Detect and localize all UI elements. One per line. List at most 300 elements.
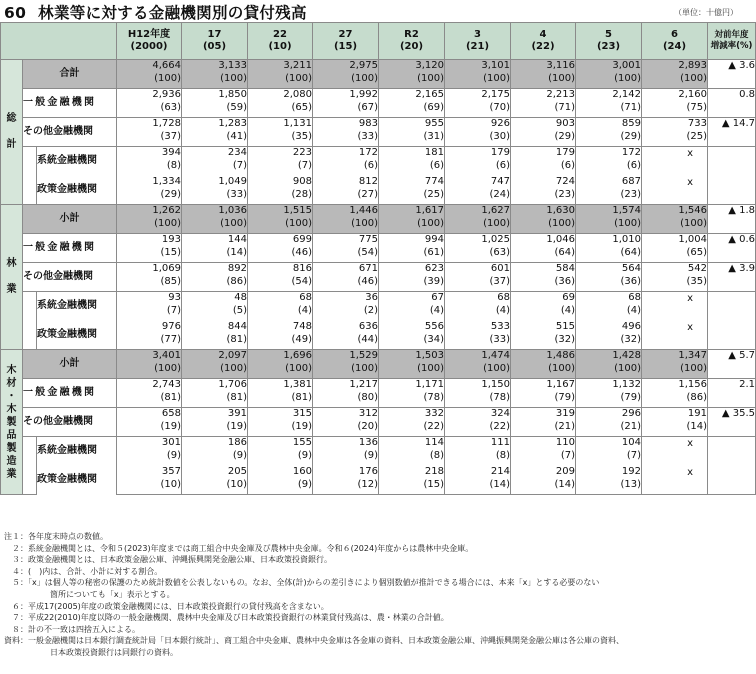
table-cell xyxy=(313,466,379,495)
cell-share: (12) xyxy=(357,478,379,490)
table-cell xyxy=(379,408,445,437)
cell-value: 179 xyxy=(555,147,576,158)
table-cell xyxy=(445,408,511,437)
table-cell xyxy=(248,234,313,263)
yoy-cell xyxy=(708,321,756,350)
cell-value: 955 xyxy=(424,118,445,129)
table-cell xyxy=(117,437,182,466)
section-label xyxy=(1,60,23,205)
cell-value: 748 xyxy=(292,320,313,332)
cell-share: (9) xyxy=(297,478,313,490)
cell-value: 4,664 xyxy=(152,60,182,71)
section-label-char: 製 xyxy=(6,416,17,428)
cell-value: 110 xyxy=(555,437,576,448)
cell-value: 2,936 xyxy=(152,89,182,100)
table-cell xyxy=(511,292,576,321)
table-cell xyxy=(379,437,445,466)
section-label-char: 材 xyxy=(6,377,17,389)
column-header xyxy=(576,23,642,60)
column-header xyxy=(313,23,379,60)
row-label: 系統金融機関 xyxy=(37,147,117,176)
cell-share: (75) xyxy=(686,102,708,113)
cell-share: (63) xyxy=(489,247,511,258)
cell-share: (9) xyxy=(232,450,248,461)
table-cell xyxy=(511,437,576,466)
cell-value: x xyxy=(687,321,694,333)
table-cell xyxy=(445,176,511,205)
row-label: 系統金融機関 xyxy=(37,292,117,321)
cell-value: 312 xyxy=(358,408,379,419)
cell-value: 223 xyxy=(292,147,313,158)
yoy-cell xyxy=(708,292,756,321)
column-header-western-year: (2000) xyxy=(130,41,168,52)
cell-share: (100) xyxy=(351,363,379,374)
table-row xyxy=(1,379,756,408)
cell-share: (100) xyxy=(680,218,708,229)
table-cell xyxy=(642,292,708,321)
yoy-cell: ▲ 3.9 xyxy=(708,263,756,292)
yoy-cell xyxy=(708,466,756,495)
cell-value: 205 xyxy=(227,465,248,477)
cell-value: 3,120 xyxy=(415,60,445,71)
cell-value: 859 xyxy=(621,118,642,129)
cell-share: (80) xyxy=(357,392,379,403)
cell-share: (100) xyxy=(220,218,248,229)
table-cell xyxy=(313,292,379,321)
cell-share: (6) xyxy=(429,160,445,171)
cell-value: 172 xyxy=(358,147,379,158)
cell-value: 496 xyxy=(621,320,642,332)
cell-share: (70) xyxy=(489,102,511,113)
column-header xyxy=(511,23,576,60)
cell-value: 601 xyxy=(490,263,511,274)
table-cell xyxy=(379,147,445,176)
cell-value: 1,630 xyxy=(546,205,576,216)
table-cell xyxy=(379,176,445,205)
section-label-char: 総 xyxy=(6,113,17,124)
table-cell xyxy=(117,321,182,350)
table-cell xyxy=(379,379,445,408)
row-label: 一般金融機関 xyxy=(23,234,117,263)
table-cell xyxy=(445,118,511,147)
column-header-western-year: (23) xyxy=(596,41,621,52)
cell-share: (37) xyxy=(489,276,511,287)
column-header-year: 3 xyxy=(474,29,481,40)
footnote-line: 箇所についても「x」表示とする。 xyxy=(50,589,175,599)
cell-share: (20) xyxy=(357,421,379,432)
cell-share: (79) xyxy=(554,392,576,403)
cell-share: (100) xyxy=(285,363,313,374)
table-cell xyxy=(511,379,576,408)
cell-share: (81) xyxy=(160,392,182,403)
table-cell xyxy=(313,147,379,176)
cell-share: (67) xyxy=(357,102,379,113)
table-cell xyxy=(313,379,379,408)
cell-share: (100) xyxy=(548,363,576,374)
section-label-char: 製 xyxy=(6,442,17,454)
cell-share: (4) xyxy=(626,305,642,316)
cell-share: (5) xyxy=(232,305,248,316)
cell-share: (7) xyxy=(560,450,576,461)
cell-value: 193 xyxy=(161,234,182,245)
cell-share: (21) xyxy=(554,421,576,432)
cell-value: 214 xyxy=(490,465,511,477)
cell-share: (86) xyxy=(686,392,708,403)
table-cell xyxy=(642,176,708,205)
cell-value: 218 xyxy=(424,465,445,477)
cell-value: 556 xyxy=(424,320,445,332)
table-cell xyxy=(511,321,576,350)
cell-value: 1,696 xyxy=(283,350,313,361)
table-cell xyxy=(313,60,379,89)
table-cell xyxy=(182,466,248,495)
row-label: 一般金融機関 xyxy=(23,89,117,118)
cell-value: 176 xyxy=(358,465,379,477)
cell-value: 1,069 xyxy=(152,263,182,274)
cell-share: (59) xyxy=(226,102,248,113)
footnote-line: ３：政策金融機関とは、日本政策金融公庫、沖縄振興開発金融公庫、日本政策投資銀行。 xyxy=(4,555,332,565)
table-cell xyxy=(511,118,576,147)
yoy-cell: ▲ 14.7 xyxy=(708,118,756,147)
table-cell xyxy=(576,205,642,234)
table-cell xyxy=(511,234,576,263)
cell-value: 136 xyxy=(358,437,379,448)
column-header-western-year: (15) xyxy=(333,41,358,52)
cell-value: 104 xyxy=(621,437,642,448)
cell-value: 114 xyxy=(424,437,445,448)
cell-share: (77) xyxy=(160,333,182,345)
cell-share: (24) xyxy=(489,188,511,200)
cell-share: (46) xyxy=(291,247,313,258)
cell-value: 357 xyxy=(161,465,182,477)
row-label: 小計 xyxy=(23,205,117,234)
table-cell xyxy=(117,350,182,379)
cell-value: 658 xyxy=(161,408,182,419)
table-row xyxy=(1,437,756,466)
column-header xyxy=(117,23,182,60)
table-cell xyxy=(248,89,313,118)
cell-share: (85) xyxy=(160,276,182,287)
section-label xyxy=(1,205,23,350)
cell-share: (4) xyxy=(297,305,313,316)
cell-share: (13) xyxy=(620,478,642,490)
cell-value: 747 xyxy=(490,175,511,187)
cell-share: (7) xyxy=(297,160,313,171)
cell-share: (14) xyxy=(489,478,511,490)
cell-value: 623 xyxy=(424,263,445,274)
table-cell xyxy=(313,176,379,205)
cell-value: 209 xyxy=(555,465,576,477)
table-cell xyxy=(313,437,379,466)
table-title: 林業等に対する金融機関別の貸付残高 xyxy=(38,4,307,22)
column-header xyxy=(445,23,511,60)
cell-share: (14) xyxy=(554,478,576,490)
yoy-cell: ▲ 5.7 xyxy=(708,350,756,379)
table-cell xyxy=(511,466,576,495)
cell-value: 1,850 xyxy=(218,89,248,100)
table-cell xyxy=(117,89,182,118)
cell-value: 1,171 xyxy=(415,379,445,390)
cell-value: 315 xyxy=(292,408,313,419)
cell-share: (78) xyxy=(423,392,445,403)
table-cell xyxy=(248,263,313,292)
cell-share: (7) xyxy=(626,450,642,461)
table-cell xyxy=(248,379,313,408)
cell-value: 1,529 xyxy=(349,350,379,361)
cell-value: 111 xyxy=(490,437,511,448)
cell-value: 1,574 xyxy=(612,205,642,216)
column-header xyxy=(182,23,248,60)
table-cell xyxy=(248,408,313,437)
section-label-char: 林 xyxy=(6,258,17,269)
table-row xyxy=(1,234,756,263)
cell-share: (10) xyxy=(226,478,248,490)
column-header-year: 4 xyxy=(539,29,547,40)
cell-value: 816 xyxy=(292,263,313,274)
cell-share: (41) xyxy=(226,131,248,142)
cell-value: 903 xyxy=(555,118,576,129)
cell-value: 892 xyxy=(227,263,248,274)
cell-share: (46) xyxy=(357,276,379,287)
cell-value: 2,743 xyxy=(152,379,182,390)
table-row xyxy=(1,292,756,321)
section-label-char: 造 xyxy=(6,455,17,467)
table-cell xyxy=(642,379,708,408)
cell-value: 542 xyxy=(687,263,708,274)
column-header-year: H12年度 xyxy=(127,29,171,40)
cell-value: 1,156 xyxy=(678,379,708,390)
cell-share: (100) xyxy=(680,73,708,84)
table-cell xyxy=(379,292,445,321)
cell-value: x xyxy=(687,176,694,188)
cell-share: (100) xyxy=(154,363,182,374)
cell-value: 1,546 xyxy=(678,205,708,216)
cell-value: 68 xyxy=(628,292,642,303)
footnote-line: 日本政策投資銀行は同銀行の資料。 xyxy=(50,647,178,657)
table-cell xyxy=(511,176,576,205)
cell-share: (8) xyxy=(495,450,511,461)
table-cell xyxy=(182,60,248,89)
cell-share: (23) xyxy=(620,188,642,200)
table-cell xyxy=(576,263,642,292)
cell-share: (4) xyxy=(495,305,511,316)
cell-value: 533 xyxy=(490,320,511,332)
cell-value: 926 xyxy=(490,118,511,129)
cell-share: (9) xyxy=(363,450,379,461)
cell-share: (81) xyxy=(226,333,248,345)
yoy-cell: 0.8 xyxy=(708,89,756,118)
cell-share: (63) xyxy=(160,102,182,113)
row-label: その他金融機関 xyxy=(23,118,117,147)
table-cell xyxy=(182,292,248,321)
cell-share: (32) xyxy=(554,333,576,345)
cell-share: (10) xyxy=(160,478,182,490)
column-header xyxy=(248,23,313,60)
table-cell xyxy=(642,60,708,89)
yoy-cell: ▲ 1.8 xyxy=(708,205,756,234)
cell-value: 192 xyxy=(621,465,642,477)
cell-share xyxy=(642,161,693,174)
cell-share: (54) xyxy=(357,247,379,258)
cell-share: (29) xyxy=(160,188,182,200)
cell-value: 234 xyxy=(227,147,248,158)
cell-value: 1,049 xyxy=(218,175,248,187)
cell-value: 144 xyxy=(227,234,248,245)
footnote-line: ８：計の不一致は四捨五入による。 xyxy=(4,624,140,634)
cell-share: (44) xyxy=(357,333,379,345)
table-cell xyxy=(248,60,313,89)
cell-share: (100) xyxy=(614,363,642,374)
table-cell xyxy=(313,89,379,118)
table-cell xyxy=(117,292,182,321)
cell-value: 1,617 xyxy=(415,205,445,216)
yoy-header xyxy=(708,23,756,60)
cell-value: 687 xyxy=(621,175,642,187)
row-label: 政策金融機関 xyxy=(37,321,117,350)
column-header xyxy=(642,23,708,60)
table-cell xyxy=(313,205,379,234)
cell-share: (37) xyxy=(160,131,182,142)
cell-value: 332 xyxy=(424,408,445,419)
table-cell xyxy=(313,234,379,263)
cell-share: (6) xyxy=(363,160,379,171)
cell-value: 3,401 xyxy=(152,350,182,361)
cell-share: (9) xyxy=(297,450,313,461)
table-cell xyxy=(313,263,379,292)
cell-share: (23) xyxy=(554,188,576,200)
cell-value: 1,010 xyxy=(612,234,642,245)
cell-share: (100) xyxy=(285,218,313,229)
row-label: 一般金融機関 xyxy=(23,379,117,408)
table-cell xyxy=(379,60,445,89)
cell-share: (100) xyxy=(548,73,576,84)
table-cell xyxy=(248,321,313,350)
cell-share: (29) xyxy=(554,131,576,142)
cell-value: 319 xyxy=(555,408,576,419)
cell-share: (33) xyxy=(489,333,511,345)
cell-value: 68 xyxy=(299,292,313,303)
table-cell xyxy=(248,466,313,495)
cell-share: (100) xyxy=(351,218,379,229)
table-cell xyxy=(182,263,248,292)
table-cell xyxy=(576,466,642,495)
table-row xyxy=(1,350,756,379)
table-cell xyxy=(642,147,708,176)
cell-share: (33) xyxy=(226,188,248,200)
cell-share: (2) xyxy=(363,305,379,316)
cell-share: (100) xyxy=(154,218,182,229)
cell-share: (33) xyxy=(357,131,379,142)
table-cell xyxy=(248,350,313,379)
cell-share xyxy=(642,190,693,203)
yoy-header-line2: 増減率(%) xyxy=(710,41,753,51)
cell-share: (21) xyxy=(620,421,642,432)
cell-share: (19) xyxy=(160,421,182,432)
table-cell xyxy=(117,234,182,263)
table-row xyxy=(1,205,756,234)
table-row xyxy=(1,118,756,147)
table-cell xyxy=(445,379,511,408)
cell-share: (61) xyxy=(423,247,445,258)
cell-value: 1,728 xyxy=(152,118,182,129)
cell-share: (4) xyxy=(429,305,445,316)
table-cell xyxy=(379,89,445,118)
section-label-char: ・ xyxy=(6,390,17,402)
yoy-cell xyxy=(708,437,756,466)
cell-value: 191 xyxy=(687,408,708,419)
table-row xyxy=(1,60,756,89)
cell-value: 3,001 xyxy=(612,60,642,71)
table-cell xyxy=(117,176,182,205)
column-header-western-year: (10) xyxy=(268,41,292,52)
table-row xyxy=(1,147,756,176)
row-label: その他金融機関 xyxy=(23,263,117,292)
table-cell xyxy=(576,379,642,408)
cell-share: (9) xyxy=(166,450,182,461)
table-cell xyxy=(182,205,248,234)
table-cell xyxy=(642,118,708,147)
table-cell xyxy=(445,263,511,292)
table-cell xyxy=(576,60,642,89)
table-cell xyxy=(313,321,379,350)
cell-value: 908 xyxy=(292,175,313,187)
cell-value: 67 xyxy=(431,292,445,303)
footnote-line: ５：「x」は個人等の秘密の保護のため統計数値を公表しないもの。なお、全体(計)からの差引きにより個別数値が推計できる場合には、本来「x」とする必要のない xyxy=(4,578,600,588)
cell-share: (64) xyxy=(620,247,642,258)
table-cell xyxy=(642,466,708,495)
cell-share: (100) xyxy=(417,218,445,229)
cell-share: (100) xyxy=(483,363,511,374)
cell-value: 68 xyxy=(497,292,511,303)
table-cell xyxy=(117,60,182,89)
column-header-year: R2 xyxy=(404,29,419,40)
cell-value: 1,515 xyxy=(283,205,313,216)
cell-share: (39) xyxy=(423,276,445,287)
table-cell xyxy=(182,321,248,350)
table-row xyxy=(1,89,756,118)
cell-value: 155 xyxy=(292,437,313,448)
cell-share: (100) xyxy=(351,73,379,84)
cell-share: (49) xyxy=(291,333,313,345)
table-cell xyxy=(117,466,182,495)
cell-share: (29) xyxy=(620,131,642,142)
cell-value: 1,036 xyxy=(218,205,248,216)
cell-share: (78) xyxy=(489,392,511,403)
cell-share: (14) xyxy=(686,421,708,432)
cell-value: 391 xyxy=(227,408,248,419)
table-cell xyxy=(576,89,642,118)
cell-value: 1,486 xyxy=(546,350,576,361)
cell-share xyxy=(642,451,693,464)
cell-value: 1,167 xyxy=(546,379,576,390)
row-indent xyxy=(23,147,37,205)
cell-share: (100) xyxy=(220,363,248,374)
cell-value: 1,706 xyxy=(218,379,248,390)
table-cell xyxy=(182,379,248,408)
cell-value: 724 xyxy=(555,175,576,187)
table-cell xyxy=(576,292,642,321)
cell-share: (100) xyxy=(483,73,511,84)
cell-value: x xyxy=(687,293,694,305)
table-cell xyxy=(117,263,182,292)
table-cell xyxy=(576,147,642,176)
cell-value: 671 xyxy=(358,263,379,274)
table-cell xyxy=(576,234,642,263)
table-cell xyxy=(182,350,248,379)
table-cell xyxy=(642,437,708,466)
table-cell xyxy=(445,89,511,118)
header-corner xyxy=(1,23,117,60)
